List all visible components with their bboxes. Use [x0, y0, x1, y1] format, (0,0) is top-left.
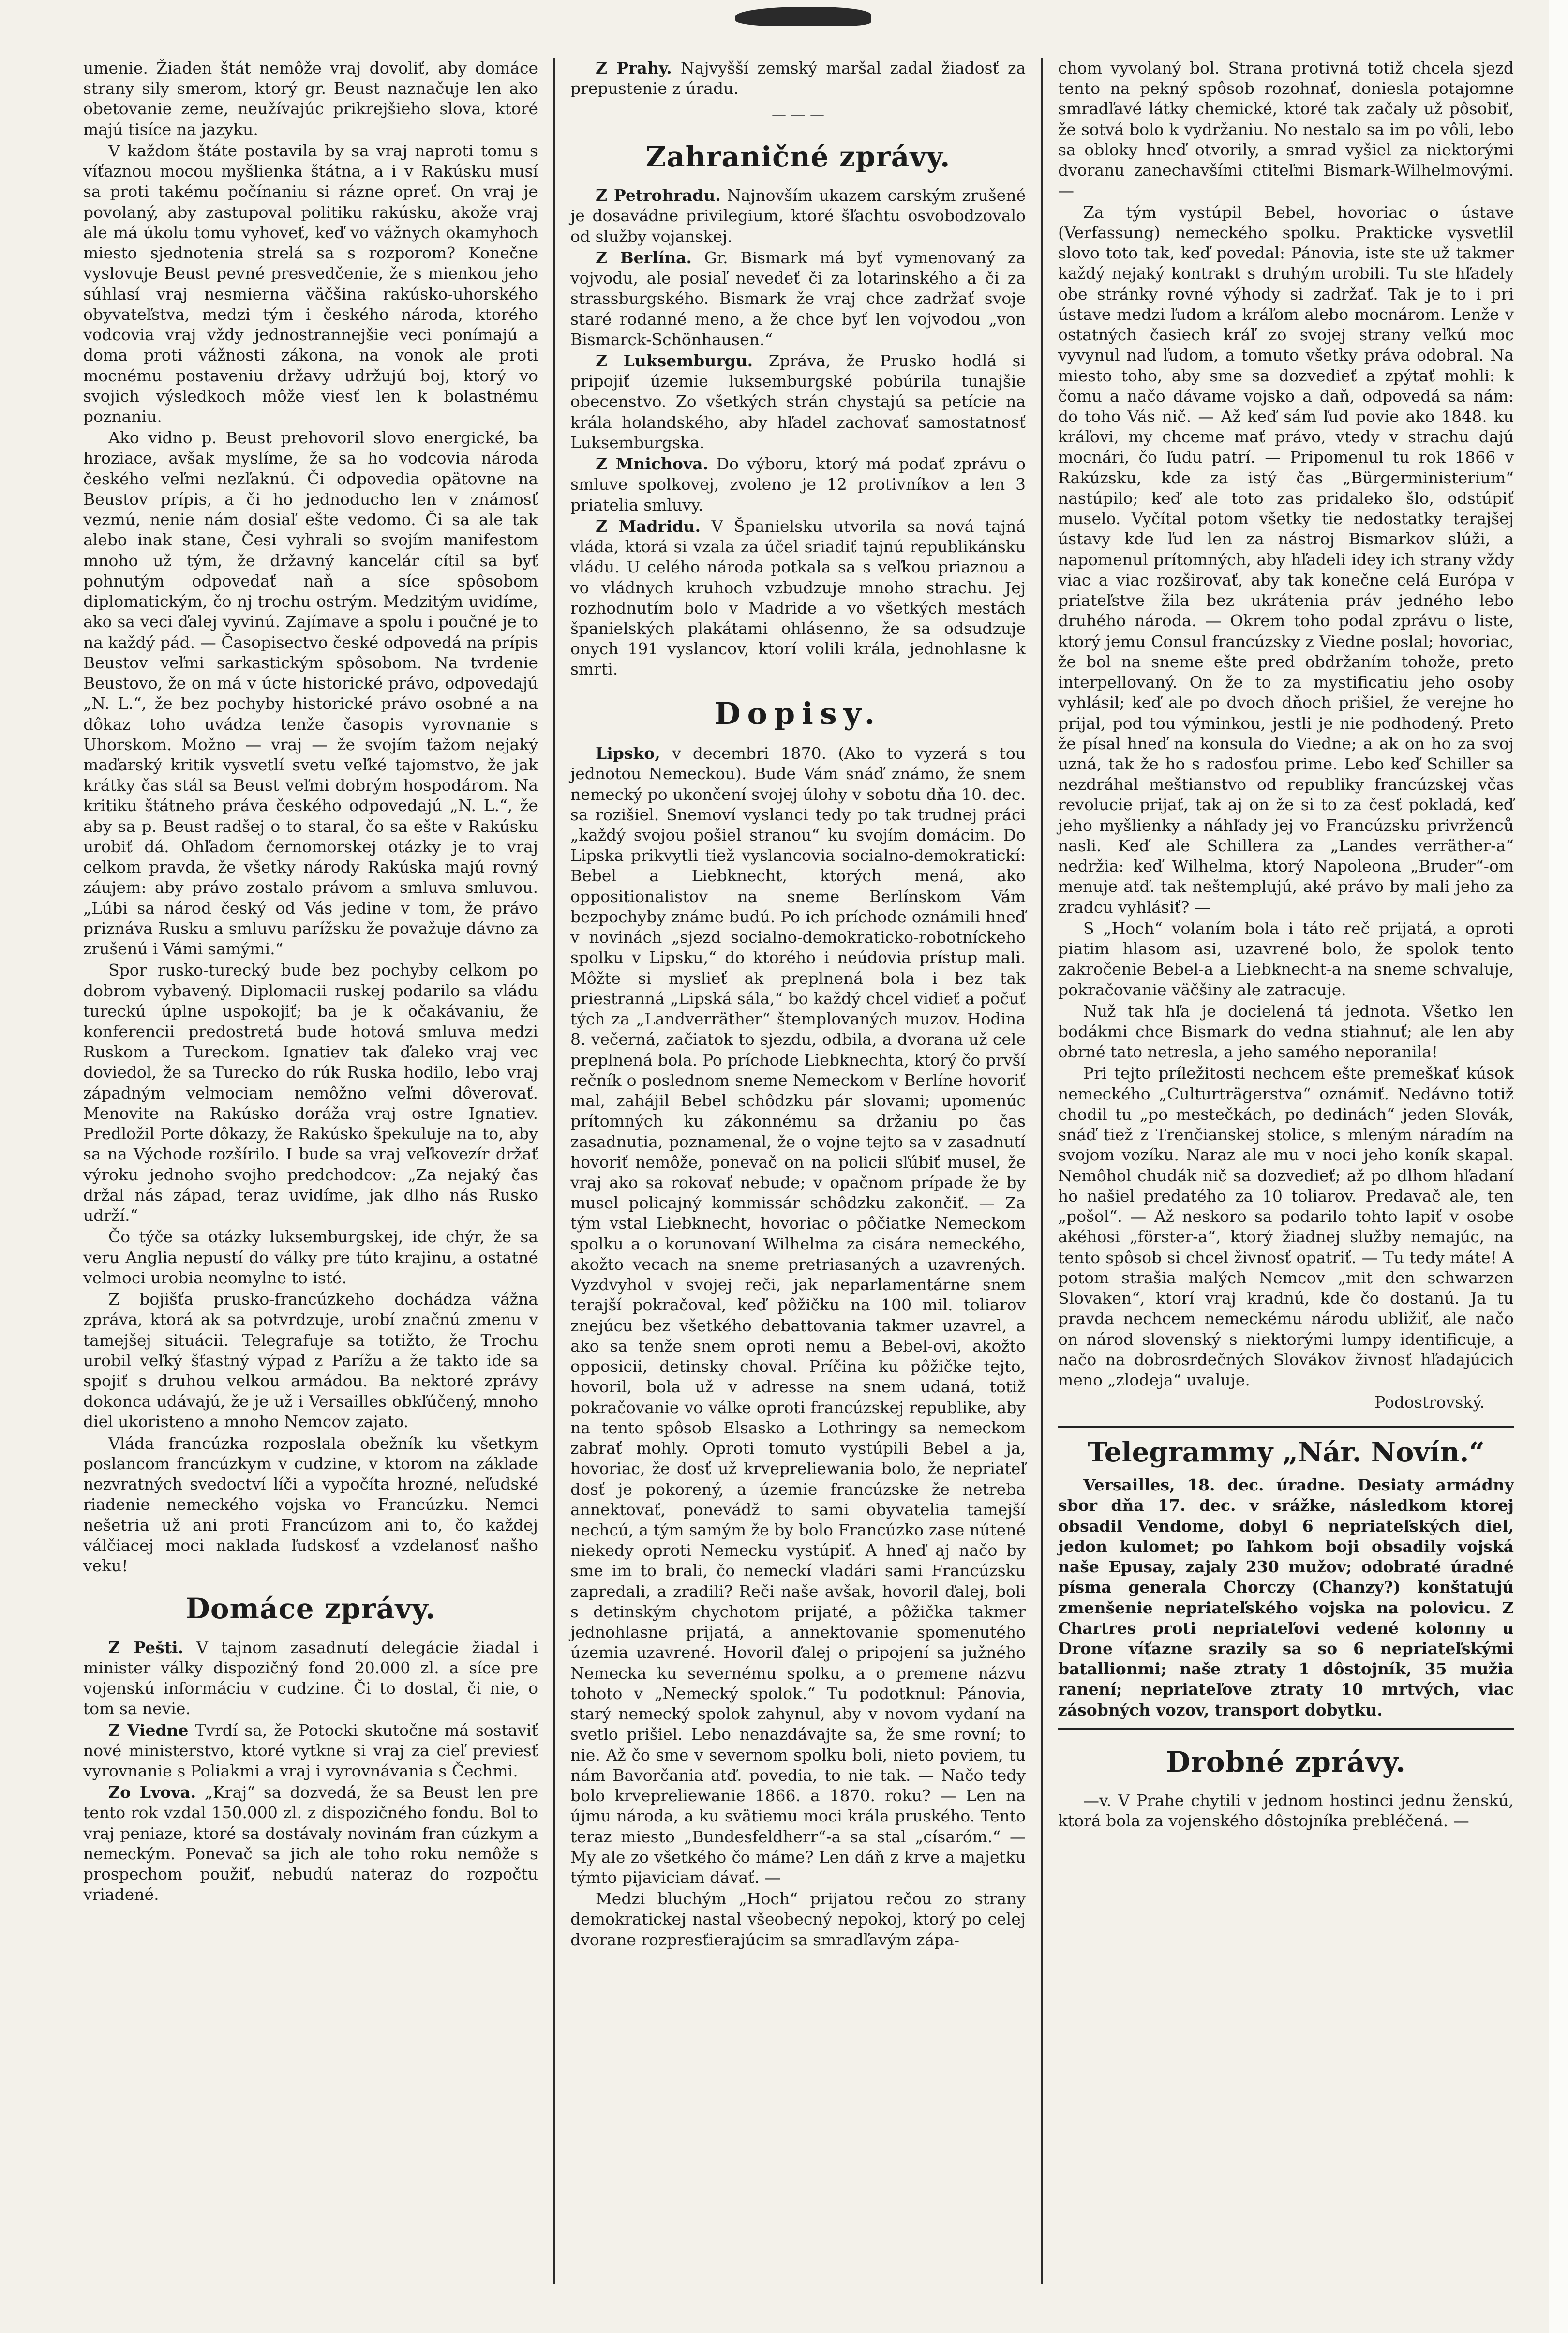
- section-heading-domestic: Domáce zprávy.: [185, 1592, 436, 1626]
- telegram-dateline: Versailles,: [1083, 1475, 1175, 1495]
- section-heading-letters: Dopisy.: [714, 695, 882, 731]
- divider: — — —: [771, 106, 825, 123]
- news-item: [83, 1782, 538, 1905]
- section-heading-short-news: Drobné zprávy.: [1166, 1745, 1406, 1778]
- telegram-box: [1058, 1426, 1514, 1729]
- section-heading-foreign: Zahraničné zprávy.: [645, 140, 951, 173]
- news-item: —v. V Prahe chytili v jednom hostinci jednu ženskú, ktorá bola za vojenského dôstojníka prebléčená. —: [1058, 1791, 1514, 1831]
- news-text: Gr. Bismark má byť vymenovaný za vojvodu, ale posiaľ nevedeť či za lotarinského a či za strassburgského. Bismark že vraj chce zadržať svoje staré rodanné meno, a že chce byť len vojvodou „von Bismarck-Schönhausen.“: [570, 248, 1026, 349]
- letter-signature: Podostrovský.: [1374, 1393, 1485, 1412]
- newspaper-columns: [68, 58, 1529, 2284]
- news-item: [83, 1638, 538, 1719]
- telegram-text: 18. dec. úradne. Desiaty armádny sbor dňa 17. dec. v srážke, následkom ktorej obsadil Vendome, dobyl 6 nepriateľských diel, jedon kulomet; po ľahkom boji obsadily vojská naše Epusay, zajaly 230 mužov; odobraté úradné písma generala Chorczy (Chanzy?) konštatujú zmenšenie nepriateľského vojska na polovicu. Z Chartres proti nepriateľovi vedené kolonny u Drone víťazne srazily sa so 6 nepriateľskými batallionmi; naše ztraty 1 dôstojník, 35 mužia ranení; nepriateľove ztraty 10 mrtvých, viac zásobných vozov, transport dobytku.: [1058, 1475, 1514, 1719]
- news-dateline: Z Viedne: [108, 1720, 189, 1740]
- letter-dateline: Lipsko,: [596, 744, 660, 763]
- letter-paragraph: Pri tejto príležitosti nechcem ešte premeškať kúsok nemeckého „Culturträgerstva“ oznámiť. Nedávno totiž chodil tu „po mestečkách, po dedinách“ jeden Slovák, snáď tiež z Trenčianskej stolice, s mleným náradím na svojom vozíku. Naraz ale mu v noci jeho koník skapal. Nemôhol chudák nič sa dozvedieť; až po dlhom hľadaní ho našiel predatého za 10 toliarov. Predavač ale, ten „pošol“. — Až neskoro sa podarilo tohto lapiť v osobe akéhosi „förster-a“, ktorý žiadnej služby nemajúc, na tento spôsob si chcel živnosť opatriť. — Tu tedy máte! A potom strašia malých Nemcov „mit den schwarzen Slovaken“, ktorí vraj kradnú, kde čo dostanú. Ja tu pravda nechcem nemeckému národu ubližiť, ale načo on národ slovenský s niektorými lumpy identificuje, a načo na dobrosrdečných Slovákov živnosť hľadajúcich meno „zlodeja“ uvaluje.: [1058, 1064, 1514, 1389]
- article-paragraph: Ako vidno p. Beust prehovoril slovo energické, ba hroziace, avšak myslíme, že sa ho vodcovia národa českého veľmi nezľaknú. Či odpovedia opätovne na Beustov prípis, a či ho jednoducho len v známosť vezmú, nenie nám dosiaľ ešte vedomo. Či sa ale tak alebo inak stane, Česi vyhrali so svojím manifestom mnoho už tým, že državný kancelár cítil sa byť pohnutým odpovedať naň a síce spôsobom diplomatickým, čo nj trochu ostrým. Medzitým uvidíme, ako sa veci ďalej vyvinú. Zajímave a spolu i poučné je to na každý pád. — Časopisectvo české odpovedá na prípis Beustov veľmi sarkastickým spôsobom. Na tvrdenie Beustovo, že on má v úcte historické právo, odpovedajú „N. L.“, že bez pochyby historické právo osobné a na dôkaz toho uvádza tenže časopis vyrovnanie s Uhorskom. Možno — vraj — že svojím ťažom nejaký maďarský kritik vysvetlí svetu veľké tajomstvo, že jak krátky čas stál sa Beust veľmi dobrým hospodárom. Na kritiku štátneho práva českého odpovedajú „N. L.“, že aby sa p. Beust radšej o to staral, čo sa ešte v Rakúsku urobiť dá. Ohľadom černomorskej otázky je to vraj celkom pravda, že všetky národy Rakúska majú rovný záujem: aby právo zostalo právom a smluva smluvou. „Lúbi sa národ český od Vás jedine v tom, že právo priznáva Rusku a smluvu parížsku že považuje dávno za zrušenú i Vámi samými.“: [83, 428, 538, 959]
- letter-paragraph: Nuž tak hľa je docielená tá jednota. Všetko len bodákmi chce Bismark do vedna stiahnuť; ale len aby obrné tato netresla, a jeho samého neporanila!: [1058, 1001, 1514, 1062]
- news-text: „Kraj“ sa dozvedá, že sa Beust len pre tento rok vzdal 150.000 zl. z dispozičného fondu. Bol to vraj peniaze, ktoré sa dostávaly novinám fran cúzkym a nemeckým. Ponevač sa jich ale toho roku nemôže s prospechom použiť, nebudú nateraz do rozpočtu vriadené.: [83, 1783, 538, 1904]
- news-item: [570, 516, 1026, 680]
- column-1: [68, 58, 553, 2284]
- news-item: [570, 351, 1026, 453]
- ink-blot: [735, 7, 871, 26]
- news-text: Tvrdí sa, že Potocki skutočne má sostaviť nové ministerstvo, ktoré vytkne si vraj za cieľ previesť vyrovnanie s Poliakmi a vraj i vyrovnávania s Čechmi.: [83, 1720, 538, 1780]
- news-text: V tajnom zasadnutí delegácie žiadal i minister války dispozičný fond 20.000 zl. a síce pre vojenskú informáciu v cudzine. Či to dostal, či nie, o tom sa nevie.: [83, 1638, 538, 1718]
- news-dateline: Z Prahy.: [596, 59, 672, 77]
- news-item: [570, 248, 1026, 350]
- news-item: [570, 185, 1026, 247]
- article-paragraph: Z bojišťa prusko-francúzkeho dochádza vážna zpráva, ktorá ak sa potvrdzuje, urobí značnú zmenu v tamejšej situácii. Telegrafuje sa totižto, že Trochu urobil veľký šťastný výpad z Parížu a že takto ide sa spojiť s druhou velkou armádou. Ba nektoré zprávy dokonca udávajú, že je už i Versailles obkľúčený, mnoho diel ukoristeno a mnoho Nemcov zajato.: [83, 1290, 538, 1431]
- news-item: [570, 454, 1026, 515]
- letter-paragraph: chom vyvolaný bol. Strana protivná totiž chcela sjezd tento na pekný spôsob rozohnať, doniesla potajomne smradľavé látky chemické, ktoré tak začaly už pôsobiť, že sotvá bolo k vydržaniu. No nestalo sa im po vôli, lebo sa obloky hneď otvorily, a smrad vyšiel za niektorými dvoranu zanechavšími ctiteľmi Bismark-Wilhelmovými. —: [1058, 59, 1514, 200]
- letter-paragraph: Za tým vystúpil Bebel, hovoriac o ústave (Verfassung) nemeckého spolku. Prakticke vysvetlil slovo toto tak, keď povedal: Pánovia, iste ste už takmer každý nejaký kontrakt s druhým urobili. Tu ste hľadely obe stránky rovné výhody si zadržať. Tak je to i pri ústave medzi ľudom a kráľom alebo mocnárom. Lenže v ostatných časiech kráľ zo svojej strany veľkú moc vyvynul nad ľudom, a tomuto všetky práva odobral. Na miesto toho, aby sme sa dozvedieť a zpýtať mohli: k čomu a načo dávame vojsko a daň, odpovedá sa nám: do toho Vás nič. — Až keď sám ľud povie ako 1848. ku kráľovi, my chceme mať právo, vtedy v strachu dajú mocnári, čo ľudu patrí. — Pripomenul tu rok 1866 v Rakúzsku, kde za istý čas „Bürgerministerium“ nastúpilo; keď ale toto zas pridaleko šlo, odstúpiť muselo. Vyčítal potom všetky tie nedostatky terajšej ústavy kde ľud len za nástroj Bismarkov slúži, a napomenul prítomných, aby hľadeli idey ich strany vždy viac a viac rozširovať, aby tak konečne celá Európa v priateľstve žila bez ukrátenia práv jedného lebo druhého národa. — Okrem toho podal zprávu o liste, ktorý jemu Consul francúzsky z Viedne poslal; hovoriac, že bol na sneme ešte pred obdržaním tohože, preto interpellovaný. On že to za mystificatiu jeho osoby vyhlásil; keď ale po dvoch dňoch prišiel, že verejne ho prijal, pod tou výminkou, jestli je nie podhodený. Preto že písal hneď na konsula do Viedne; a ak on ho za svoj uzná, tak že ho s radosťou prime. Lebo keď Schiller sa nezdráhal meštianstvo od republiky francúzskej včas revolucie prijať, tak aj on že si to za česť pokladá, keď jeho myšlienky a náhľady jej vo Francúzsku privrženců nasli. Keď ale Schillera za „Landes verräther-a“ nedržia: keď Wilhelma, ktorý Napoleona „Bruder“-om menuje atď. tak neštemplujú, aké právo by mali jeho za zradcu vyhlásiť? —: [1058, 202, 1514, 917]
- news-text: Najvyšší zemský maršal zadal žiadosť za prepustenie z úradu.: [570, 59, 1026, 98]
- section-heading-telegrams: Telegrammy „Nár. Novín.“: [1087, 1436, 1485, 1469]
- news-dateline: Z Mnichova.: [596, 454, 708, 474]
- news-text: Zpráva, že Prusko hodlá si pripojiť územie luksemburgské pobúrila tunajšie obecenstvo. Zo všetkých strán chystajú sa petície na krála holandského, aby hľadel zachovať samostatnosť Luksemburgska.: [570, 351, 1026, 452]
- article-paragraph: Spor rusko-turecký bude bez pochyby celkom po dobrom vybavený. Diplomacii ruskej podarilo sa vládu tureckú úplne uspokojiť; ba je k očakávaniu, že konferencii predostretá bude hotová smluva medzi Ruskom a Tureckom. Ignatiev tak ďaleko vraj vec doviedol, že sa Turecko do rúk Ruska hodilo, lebo vraj západným velmociam nemôžno veľmi dôverovať. Menovite na Rakúsko doráža vraj ostre Ignatiev. Predložil Porte dôkazy, že Rakúsko špekuluje na to, aby sa na Východe rozšírilo. I bude sa vraj veľkovezír držať výroku jednoho svojho predchodcov: „Za nejaký čas držal nás západ, teraz uvidíme, jak dlho nás Rusko udrží.“: [83, 961, 538, 1225]
- news-item: [83, 1720, 538, 1782]
- article-paragraph: V každom štáte postavila by sa vraj naproti tomu s víťaznou mocou myšlienka štátna, a i v Rakúsku musí sa proti takému počínaniu si rázne opreť. On vraj je povolaný, aby zastupoval politiku rakúsku, akože vraj ale má úkolu tomu vyhoveť, keď vo vážnych okamyhoch miesto sjednotenia strelá sa s rozporom? Konečne vyslovuje Beust pevné presvedčenie, že s mienkou jeho súhlasí vraj nesmierna väčšina rakúsko-uhorského obyvateľstva, medzi tým i českého národa, ktorého vodcovia vraj vždy jednostrannejšie veci ponímajú a doma proti vážnosti zákona, na vonok ale proti mocnému postaveniu državy udržujú boj, ktorý vo svojich výsledkoch môže viesť len k bolastnému poznaniu.: [83, 141, 538, 426]
- telegram-item: [1058, 1475, 1514, 1720]
- news-dateline: Z Berlína.: [596, 248, 692, 267]
- scan-edge: [1549, 0, 1568, 2333]
- letter-paragraph: S „Hoch“ volaním bola i táto reč prijatá, a oproti piatim hlasom asi, uzavrené bolo, že spolok tento zakročenie Bebel-a a Liebknecht-a na sneme schvaluje, pokračovanie väčšiny ale zatracuje.: [1058, 918, 1514, 999]
- news-dateline: Z Madridu.: [596, 516, 701, 536]
- news-dateline: Z Pešti.: [108, 1638, 183, 1657]
- news-text: Do výboru, ktorý má podať zprávu o smluve spolkovej, zvoleno je 12 protivníkov a len 3 priatelia smluvy.: [570, 454, 1026, 514]
- article-paragraph: Vláda francúzka rozposlala obežník ku všetkym poslancom francúzkym v cudzine, v ktorom na základe nezvratných svedoctví líči a vypočíta hrozné, neľudské riadenie nemeckého vojska vo Francúzku. Nemci nešetria už ani proti Francúzom ani to, čo každej válčiacej moci naklada ľudskosť a vzdelanosť našho veku!: [83, 1433, 538, 1576]
- news-text: Najnovším ukazem carským zrušené je dosavádne privilegium, ktoré šľachtu osvobodzovalo od služby vojanskej.: [570, 186, 1026, 246]
- letter-paragraph: [570, 743, 1026, 1888]
- letter-text: v decembri 1870. (Ako to vyzerá s tou jednotou Nemeckou). Bude Vám snáď známo, že snem nemecký po ukončení svojej úlohy v sobotu dňa 10. dec. sa rozišiel. Snemoví vyslanci tedy po tak trudnej práci „každý svojou pošiel stranou“ ku svojím domácim. Do Lipska prikvytli tiež vyslancovia socialno-demokratickí: Bebel a Liebknecht, ktorých mená, ako oppositionalistov na sneme Berlínskom Vám bezpochyby známe budú. Po ich príchode oznámili hneď v novinách „sjezd socialno-demokraticko-robotníckeho spolku v Lipsku,“ do ktorého i neúdovia prístup mali. Môžte si myslieť ak preplnená bola i bez tak priestranná „Lipská sála,“ bo každý chcel vidieť a počuť tých za „Landverräther“ štemplovaných muzov. Hodina 8. večerná, začiatok to sjezdu, odbila, a dvorana už cele preplnená bola. Po príchode Liebknechta, ktorý čo prvší rečník o poslednom sneme Nemeckom v Berlíne hovoriť mal, zahájil Bebel schôdzku pár slovami; upomenúc prítomných ku zákonnému sa držaniu po čas zasadnutia, poznamenal, že o vojne tejto sa v zasadnutí hovoriť nemôže, ponevač on na policii sľúbiť musel, že vraj ako sa rokovať nebude; v opačnom prípade že by musel policajný kommissár schôdzku zakončiť. — Za tým vstal Liebknecht, hovoriac o pôčiatke Nemeckom spolku a o korunovaní Wilhelma za cisára nemeckého, akožto vecach na sneme pretriasaných a uzavrených. Vyzdvyhol v svojej reči, jak neparlamentárne snem terajší pokračoval, keď pôžičku na 100 mil. toliarov znejúcu bez všetkého debattovania takmer uzavrel, a ako sa tenže snem oproti nemu a Bebel-ovi, akožto opposicii, detinsky choval. Príčina ku pôžičke tejto, hovoril, bola už v adresse na snem udaná, totiž pokračovanie vo válke oproti francúzskej republike, aby na tento spôsob Elsasko a Lothringy sa nemeckom zabrať mohly. Oproti tomuto vystúpili Bebel a ja, hovoriac, že dosť už krvepreliewania bolo, že nepriateľ dosť je pokorený, a územie francúzske že netreba annektovať, ponevádž to sami obyvatelia tamejší nechcú, a tým samým že by bolo Francúzko zase nútené niekedy oproti Nemecku vystúpiť. A hneď aj načo by sme im to brali, čo nemeckí vladári sami Francúzsku zapredali, a zradili? Reči naše avšak, hovoril ďalej, boli s detinským chychotom prijaté, a pôžička takmer jednohlasne prijatá, a annektovanie spomenutého územia uzavrené. Hovoril ďalej o pripojení sa južného Nemecka ku severnému spolku, a o premene názvu tohoto v „Nemecký spolok.“ Tu podotknul: Pánovia, starý nemecký spolok zahynul, aby v novom vydaní na svetlo prišiel. Lebo nenazdávajte sa, že sme rovní; to nie. Až čo sme v severnom spolku boli, nieto poviem, tu nám Bavorčania atď. povedia, to nie tak. — Načo tedy bolo krvepreliewanie 1866. a 1870. roku? — Len na újmu národa, a ku svätiemu moci krála pruského. Tento teraz miesto „Bundesfeldherr“-a sa stal „císaróm.“ — My ale zo všetkého čo máme? Len dáň z krve a majetku týmto pijaviciam dávať. —: [570, 744, 1026, 1887]
- news-text: V Španielsku utvorila sa nová tajná vláda, ktorá si vzala za účel sriadiť tajnú republikánsku vládu. U celého národa potkala sa s veľkou priaznou a vo vládnych kruhoch vzbudzuje mnoho strachu. Jej rozhodnutím bolo v Madride a vo všetkých mestách španielských plakátami ohlásenno, že sa odsudzuje onych 191 vyslancov, ktorí volili krála, jednohlasne k smrti.: [570, 516, 1026, 679]
- letter-paragraph: Medzi bluchým „Hoch“ prijatou rečou zo strany demokratickej nastal všeobecný nepokoj, ktorý po celej dvorane rozpresťierajúcim sa smradľavým zápa-: [570, 1889, 1026, 1949]
- column-2: [553, 58, 1041, 2284]
- news-dateline: Zo Lvova.: [108, 1783, 196, 1802]
- news-item: [570, 58, 1026, 99]
- news-dateline: Z Petrohradu.: [596, 186, 721, 205]
- article-paragraph: umenie. Žiaden štát nemôže vraj dovoliť, aby domáce strany sily smerom, ktorý gr. Beust naznačuje len ako obetovanie zeme, neužívajúc prikrejšieho slova, ktoré majú tisíce na jazyku.: [83, 59, 538, 139]
- news-dateline: Z Luksemburgu.: [596, 351, 753, 370]
- article-paragraph: Čo týče sa otázky luksemburgskej, ide chýr, že sa veru Anglia nepustí do války pre túto krajinu, a ostatné velmoci urobia neomylne to isté.: [83, 1227, 538, 1287]
- column-3: [1041, 58, 1529, 2284]
